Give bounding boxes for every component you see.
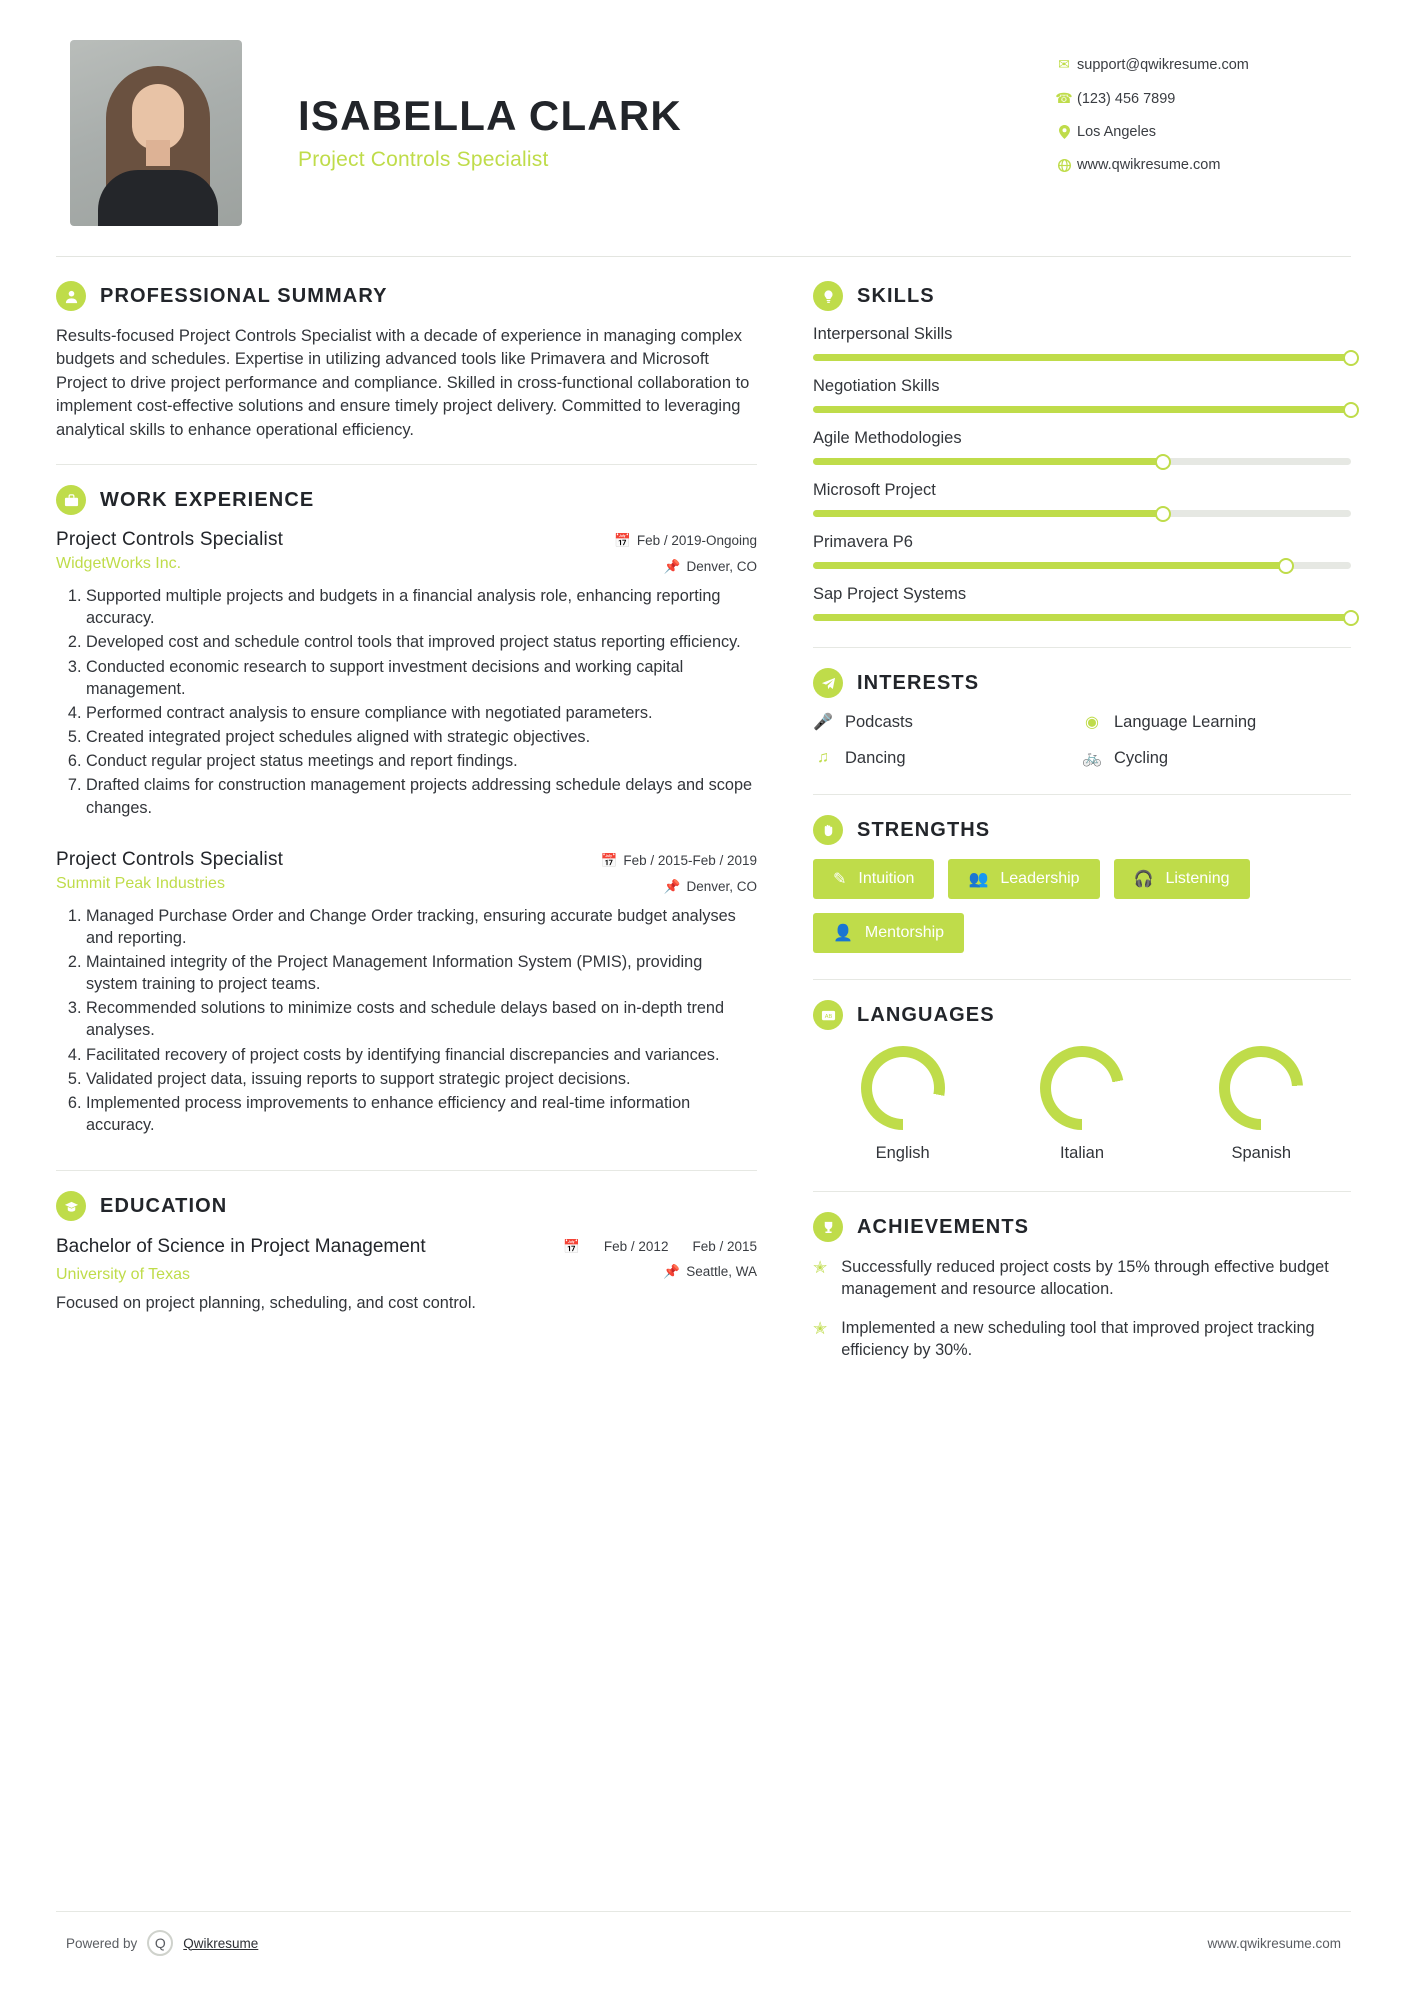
send-icon <box>813 668 843 698</box>
skill-label: Negotiation Skills <box>813 377 940 395</box>
work-item <box>56 849 757 1137</box>
education-dates <box>563 1235 757 1256</box>
education-description: Focused on project planning, scheduling, and cost control. <box>56 1293 476 1312</box>
footer-divider <box>56 1911 1351 1912</box>
section-header-skills <box>813 281 1351 311</box>
list-item: 2. Developed cost and schedule control tools that improved project status reporting efficiency. <box>86 631 757 653</box>
achievement-item <box>813 1317 1351 1362</box>
interest-label: Podcasts <box>845 712 913 731</box>
list-item: 2. Maintained integrity of the Project Management Information System (PMIS), providing system training to project teams. <box>86 951 757 995</box>
contact-list <box>1051 40 1351 190</box>
briefcase-icon <box>56 485 86 515</box>
languages-list <box>813 1046 1351 1163</box>
skill-label: Agile Methodologies <box>813 429 962 447</box>
strength-label: Listening <box>1165 870 1230 887</box>
language-progress-ring <box>1219 1046 1303 1130</box>
powered-by <box>66 1930 258 1956</box>
content-columns <box>56 281 1351 1378</box>
email-icon: ✉ <box>1058 56 1070 72</box>
interest-item <box>813 748 1082 768</box>
skill-item <box>813 377 1351 413</box>
section-header-summary <box>56 281 757 311</box>
contact-email <box>1051 56 1351 73</box>
strength-chip <box>948 859 1099 899</box>
skill-bar <box>813 562 1351 569</box>
contact-website <box>1051 157 1351 173</box>
pin-icon: 📌 <box>663 878 681 894</box>
education-item <box>56 1235 757 1312</box>
header-divider <box>56 256 1351 257</box>
achievement-item <box>813 1256 1351 1301</box>
skill-item <box>813 533 1351 569</box>
education-location: 📌 Seattle, WA <box>663 1263 757 1279</box>
interest-label: Cycling <box>1114 748 1169 767</box>
interest-item <box>813 712 1082 732</box>
language-item <box>828 1046 978 1163</box>
section-title-strengths: STRENGTHS <box>857 818 991 841</box>
achievement-text: Successfully reduced project costs by 15% through effective budget management and resource allocation. <box>841 1258 1329 1299</box>
star-badge-icon: ✭ <box>813 1258 828 1277</box>
calendar-icon: 📅 <box>563 1239 580 1255</box>
list-item: 1. Managed Purchase Order and Change Order tracking, ensuring accurate budget analyses and reporting. <box>86 905 757 949</box>
list-item: 3. Recommended solutions to minimize costs and schedule delays based on in-depth trend analyses. <box>86 997 757 1041</box>
skill-item <box>813 481 1351 517</box>
list-item: 1. Supported multiple projects and budgets in a financial analysis role, enhancing reporting accuracy. <box>86 585 757 629</box>
section-header-education <box>56 1191 757 1221</box>
powered-by-label: Powered by <box>66 1935 138 1951</box>
trophy-icon <box>813 1212 843 1242</box>
footer <box>56 1911 1351 1956</box>
section-header-work <box>56 485 757 515</box>
contact-phone-value: (123) 456 7899 <box>1077 90 1176 107</box>
lightbulb-icon <box>813 281 843 311</box>
skill-bar <box>813 354 1351 361</box>
qwikresume-logo-icon: Q <box>147 1930 173 1956</box>
pin-icon: 📌 <box>663 559 681 575</box>
graduation-cap-icon <box>56 1191 86 1221</box>
strength-chip <box>813 913 964 953</box>
skill-item <box>813 325 1351 361</box>
work-bullets <box>56 585 757 819</box>
interests-list <box>813 712 1351 784</box>
location-icon <box>1051 125 1077 139</box>
work-item <box>56 529 757 819</box>
section-title-summary: PROFESSIONAL SUMMARY <box>100 284 388 307</box>
skill-label: Primavera P6 <box>813 533 913 551</box>
translate-icon <box>813 1000 843 1030</box>
skill-bar <box>813 614 1351 621</box>
contact-website-value[interactable]: www.qwikresume.com <box>1077 157 1221 173</box>
header <box>56 40 1351 230</box>
work-dates: 📅 Feb / 2019-Ongoing <box>614 533 757 549</box>
section-title-achievements: ACHIEVEMENTS <box>857 1215 1030 1238</box>
qwikresume-link[interactable]: Qwikresume <box>183 1935 259 1951</box>
list-item: 7. Drafted claims for construction management projects addressing schedule delays and scope changes. <box>86 774 757 818</box>
section-title-skills: SKILLS <box>857 284 935 307</box>
list-item: 4. Facilitated recovery of project costs by identifying financial discrepancies and variances. <box>86 1044 757 1066</box>
left-column <box>56 281 791 1378</box>
language-label: Spanish <box>1231 1144 1292 1162</box>
skill-bar <box>813 406 1351 413</box>
work-title: Project Controls Specialist <box>56 848 284 870</box>
skill-label: Microsoft Project <box>813 481 936 499</box>
language-progress-ring <box>1040 1046 1124 1130</box>
person-add-icon: 👤 <box>833 925 853 942</box>
divider <box>813 647 1351 648</box>
name-block <box>298 40 1051 172</box>
strengths-list <box>813 859 1351 953</box>
education-date-to: Feb / 2015 <box>692 1239 757 1255</box>
people-icon: 👥 <box>968 871 989 888</box>
education-school: University of Texas <box>56 1265 190 1283</box>
globe-icon: ◉ <box>1085 714 1099 731</box>
list-item: 6. Implemented process improvements to enhance efficiency and real-time information accuracy. <box>86 1092 757 1136</box>
bicycle-icon: 🚲 <box>1082 750 1102 767</box>
section-title-interests: INTERESTS <box>857 671 980 694</box>
language-progress-ring <box>861 1046 945 1130</box>
list-item: 5. Validated project data, issuing reports to support strategic project decisions. <box>86 1068 757 1090</box>
divider <box>56 464 757 465</box>
skill-label: Sap Project Systems <box>813 585 967 603</box>
divider <box>813 1191 1351 1192</box>
skill-item <box>813 429 1351 465</box>
language-label: English <box>875 1144 930 1162</box>
section-title-work: WORK EXPERIENCE <box>100 488 315 511</box>
strength-chip <box>1114 859 1250 899</box>
work-bullets <box>56 905 757 1137</box>
list-item: 6. Conduct regular project status meetings and report findings. <box>86 750 757 772</box>
calendar-icon: 📅 <box>614 533 631 549</box>
interest-label: Dancing <box>845 748 906 767</box>
job-role: Project Controls Specialist <box>298 148 549 172</box>
svg-text:AB: AB <box>824 1013 832 1020</box>
music-note-icon: ♫ <box>817 749 829 766</box>
education-date-from: Feb / 2012 <box>603 1239 669 1255</box>
microphone-icon: 🎤 <box>813 714 833 731</box>
strength-label: Intuition <box>858 870 915 887</box>
language-item <box>1186 1046 1336 1163</box>
pin-icon: 📌 <box>663 1263 681 1279</box>
phone-icon: ☎ <box>1055 90 1073 106</box>
work-location: 📌 Denver, CO <box>663 878 757 894</box>
work-company: WidgetWorks Inc. <box>56 555 182 573</box>
interest-item <box>1082 712 1351 732</box>
skill-label: Interpersonal Skills <box>813 325 953 343</box>
language-label: Italian <box>1059 1144 1104 1162</box>
skill-bar <box>813 510 1351 517</box>
interest-label: Language Learning <box>1114 712 1257 731</box>
user-icon <box>56 281 86 311</box>
summary-text: Results-focused Project Controls Specialist with a decade of experience in managing complex budgets and schedules. Expertise in utilizing advanced tools like Primavera and Microsoft Project to drive project performance and compliance. Skilled in cross-functional collaboration to implement cost-effective solutions and ensure timely project delivery. Committed to leveraging analytical skills to enhance operational efficiency. <box>56 327 750 439</box>
footer-website[interactable]: www.qwikresume.com <box>1207 1935 1341 1951</box>
hand-icon <box>813 815 843 845</box>
section-header-languages <box>813 1000 1351 1030</box>
section-header-achievements <box>813 1212 1351 1242</box>
strength-chip <box>813 859 934 899</box>
contact-location-value: Los Angeles <box>1077 124 1157 140</box>
education-degree: Bachelor of Science in Project Management <box>56 1236 426 1258</box>
divider <box>56 1170 757 1171</box>
divider <box>813 979 1351 980</box>
work-title: Project Controls Specialist <box>56 529 284 551</box>
contact-email-value: support@qwikresume.com <box>1077 56 1249 73</box>
right-column <box>791 281 1351 1378</box>
section-title-education: EDUCATION <box>100 1194 228 1217</box>
skill-item <box>813 585 1351 621</box>
strength-label: Mentorship <box>864 924 945 941</box>
headphones-icon: 🎧 <box>1133 871 1154 888</box>
interest-item <box>1082 748 1351 768</box>
skill-bar <box>813 458 1351 465</box>
list-item: 3. Conducted economic research to support investment decisions and working capital management. <box>86 656 757 700</box>
avatar <box>70 40 242 226</box>
divider <box>813 794 1351 795</box>
page-title: ISABELLA CLARK <box>298 92 682 139</box>
list-item: 4. Performed contract analysis to ensure compliance with negotiated parameters. <box>86 702 757 724</box>
work-dates: 📅 Feb / 2015-Feb / 2019 <box>600 852 757 868</box>
list-item: 5. Created integrated project schedules aligned with strategic objectives. <box>86 726 757 748</box>
section-header-interests <box>813 668 1351 698</box>
section-title-languages: LANGUAGES <box>857 1003 995 1026</box>
contact-location <box>1051 124 1351 140</box>
pencil-icon: ✎ <box>833 871 847 888</box>
globe-icon <box>1051 159 1077 172</box>
work-location: 📌 Denver, CO <box>663 559 757 575</box>
star-badge-icon: ✭ <box>813 1318 828 1338</box>
strength-label: Leadership <box>1000 870 1080 887</box>
language-item <box>1007 1046 1157 1163</box>
contact-phone <box>1051 90 1351 107</box>
work-company: Summit Peak Industries <box>56 874 225 892</box>
achievement-text: Implemented a new scheduling tool that improved project tracking efficiency by 30%. <box>841 1318 1315 1360</box>
calendar-icon: 📅 <box>600 852 618 868</box>
section-header-strengths <box>813 815 1351 845</box>
